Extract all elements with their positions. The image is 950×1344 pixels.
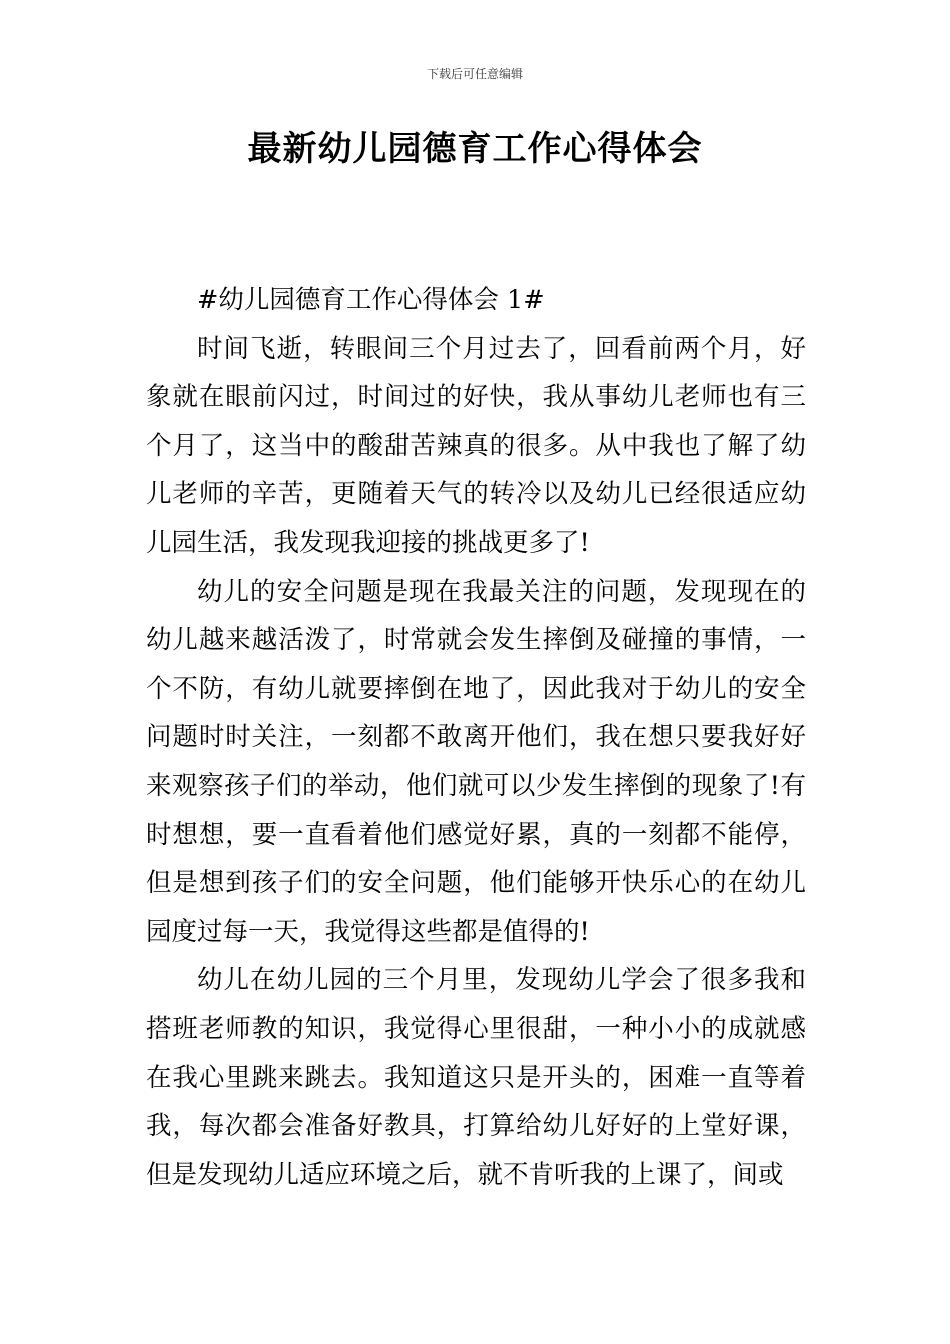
header-note: 下载后可任意编辑 <box>426 67 523 81</box>
paragraph-1: 时间飞逝，转眼间三个月过去了，回看前两个月，好象就在眼前闪过，时间过的好快，我从事幼儿老师也有三个月了，这当中的酸甜苦辣真的很多。从中我也了解了幼儿老师的辛苦，更随着天气的转冷以及幼儿已经很适应幼儿园生活，我发现我迎接的挑战更多了! <box>146 333 806 558</box>
paragraph-2: 幼儿的安全问题是现在我最关注的问题，发现现在的幼儿越来越活泼了，时常就会发生摔倒及碰撞的事情，一个不防，有幼儿就要摔倒在地了，因此我对于幼儿的安全问题时时关注，一刻都不敢离开他们，我在想只要我好好来观察孩子们的举动，他们就可以少发生摔倒的现象了!有时想想，要一直看着他们感觉好累，真的一刻都不能停，但是想到孩子们的安全问题，他们能够开快乐心的在幼儿园度过每一天，我觉得这些都是值得的! <box>146 576 806 947</box>
section-heading: #幼儿园德育工作心得体会 1# <box>197 285 545 315</box>
document-body <box>146 276 806 1199</box>
document-title: 最新幼儿园德育工作心得体会 <box>247 129 703 169</box>
paragraph-3: 幼儿在幼儿园的三个月里，发现幼儿学会了很多我和搭班老师教的知识，我觉得心里很甜，一种小小的成就感在我心里跳来跳去。我知道这只是开头的，困难一直等着我，每次都会准备好教具，打算给幼儿好好的上堂好课，但是发现幼儿适应环境之后，就不肯听我的上课了，间或 <box>146 965 806 1190</box>
